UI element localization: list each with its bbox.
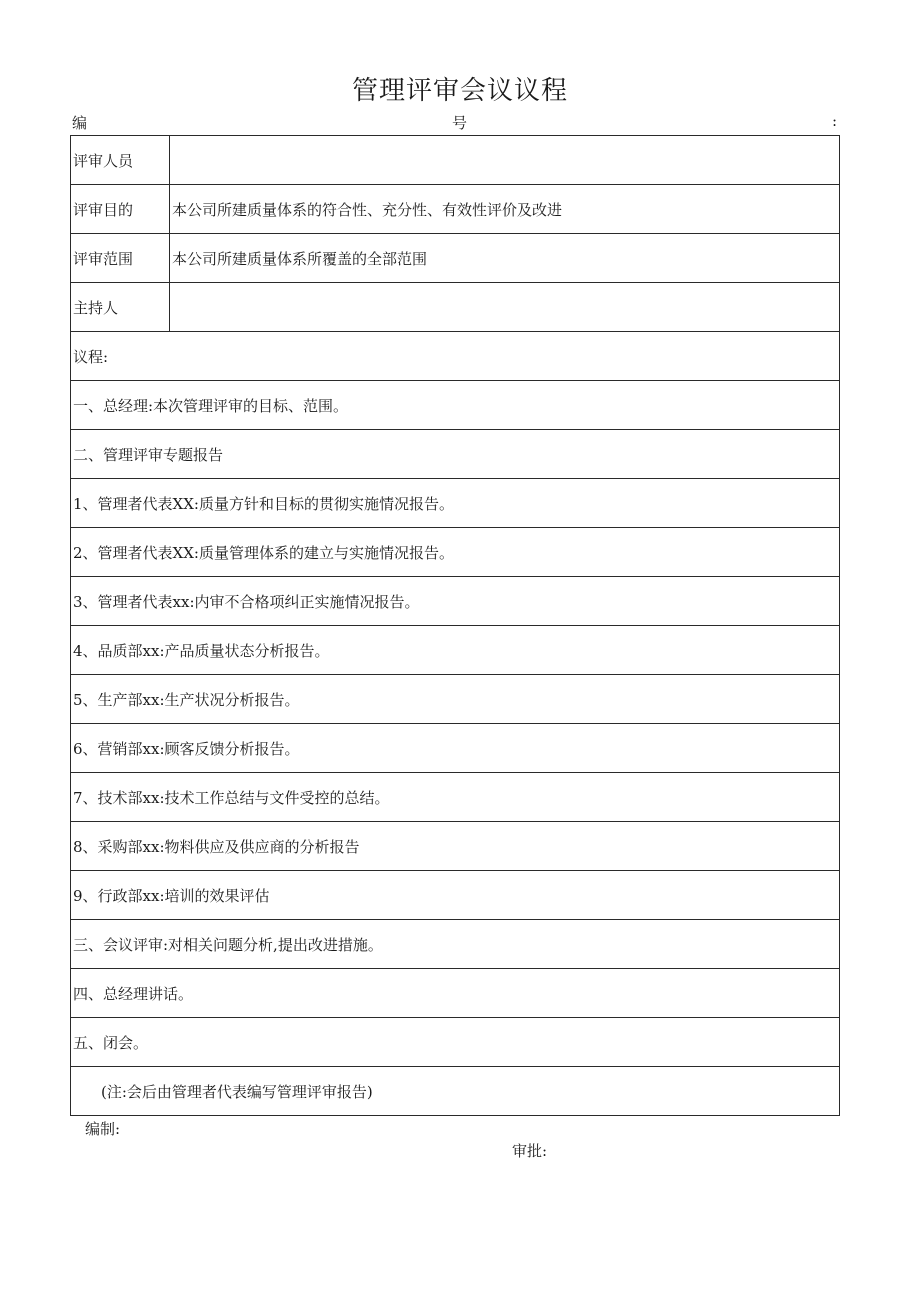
agenda-item-row — [71, 871, 840, 920]
agenda-table — [70, 135, 840, 1116]
agenda-item: 9、行政部xx:培训的效果评估 — [71, 871, 840, 920]
agenda-item-row — [71, 969, 840, 1018]
agenda-item: 三、会议评审:对相关问题分析,提出改进措施。 — [71, 920, 840, 969]
info-row-reviewers — [71, 136, 840, 185]
agenda-item: 四、总经理讲话。 — [71, 969, 840, 1018]
agenda-item: 一、总经理:本次管理评审的目标、范围。 — [71, 381, 840, 430]
agenda-item: 6、营销部xx:顾客反馈分析报告。 — [71, 724, 840, 773]
document-number-label-left: 编 — [72, 114, 88, 132]
agenda-item: 3、管理者代表xx:内审不合格项纠正实施情况报告。 — [71, 577, 840, 626]
host-value — [170, 283, 840, 332]
agenda-item: 8、采购部xx:物料供应及供应商的分析报告 — [71, 822, 840, 871]
agenda-item-row — [71, 381, 840, 430]
agenda-item: 五、闭会。 — [71, 1018, 840, 1067]
agenda-item-row — [71, 430, 840, 479]
agenda-item-row — [71, 1018, 840, 1067]
agenda-item-row — [71, 577, 840, 626]
scope-label: 评审范围 — [71, 234, 170, 283]
note-row — [71, 1067, 840, 1116]
note-text: (注:会后由管理者代表编写管理评审报告) — [71, 1067, 840, 1116]
info-row-scope — [71, 234, 840, 283]
agenda-item-row — [71, 479, 840, 528]
purpose-value: 本公司所建质量体系的符合性、充分性、有效性评价及改进 — [170, 185, 840, 234]
info-row-purpose — [71, 185, 840, 234]
reviewers-label: 评审人员 — [71, 136, 170, 185]
purpose-label: 评审目的 — [71, 185, 170, 234]
agenda-item: 1、管理者代表XX:质量方针和目标的贯彻实施情况报告。 — [71, 479, 840, 528]
document-title: 管理评审会议议程 — [351, 76, 568, 106]
document-number-colon: : — [832, 112, 838, 130]
agenda-item: 二、管理评审专题报告 — [71, 430, 840, 479]
agenda-item-row — [71, 822, 840, 871]
agenda-item: 5、生产部xx:生产状况分析报告。 — [71, 675, 840, 724]
agenda-heading: 议程: — [71, 332, 840, 381]
document-number-label-middle: 号 — [452, 114, 468, 132]
info-row-host — [71, 283, 840, 332]
agenda-item-row — [71, 528, 840, 577]
agenda-item-row — [71, 773, 840, 822]
agenda-item-row — [71, 920, 840, 969]
agenda-item-row — [71, 675, 840, 724]
agenda-item-row — [71, 724, 840, 773]
approved-by-label: 审批: — [512, 1142, 548, 1160]
compiled-by-label: 编制: — [85, 1120, 121, 1138]
host-label: 主持人 — [71, 283, 170, 332]
document-number-line — [70, 112, 840, 136]
agenda-item-row — [71, 626, 840, 675]
agenda-heading-row — [71, 332, 840, 381]
agenda-item: 7、技术部xx:技术工作总结与文件受控的总结。 — [71, 773, 840, 822]
scope-value: 本公司所建质量体系所覆盖的全部范围 — [170, 234, 840, 283]
agenda-item: 2、管理者代表XX:质量管理体系的建立与实施情况报告。 — [71, 528, 840, 577]
reviewers-value — [170, 136, 840, 185]
agenda-item: 4、品质部xx:产品质量状态分析报告。 — [71, 626, 840, 675]
